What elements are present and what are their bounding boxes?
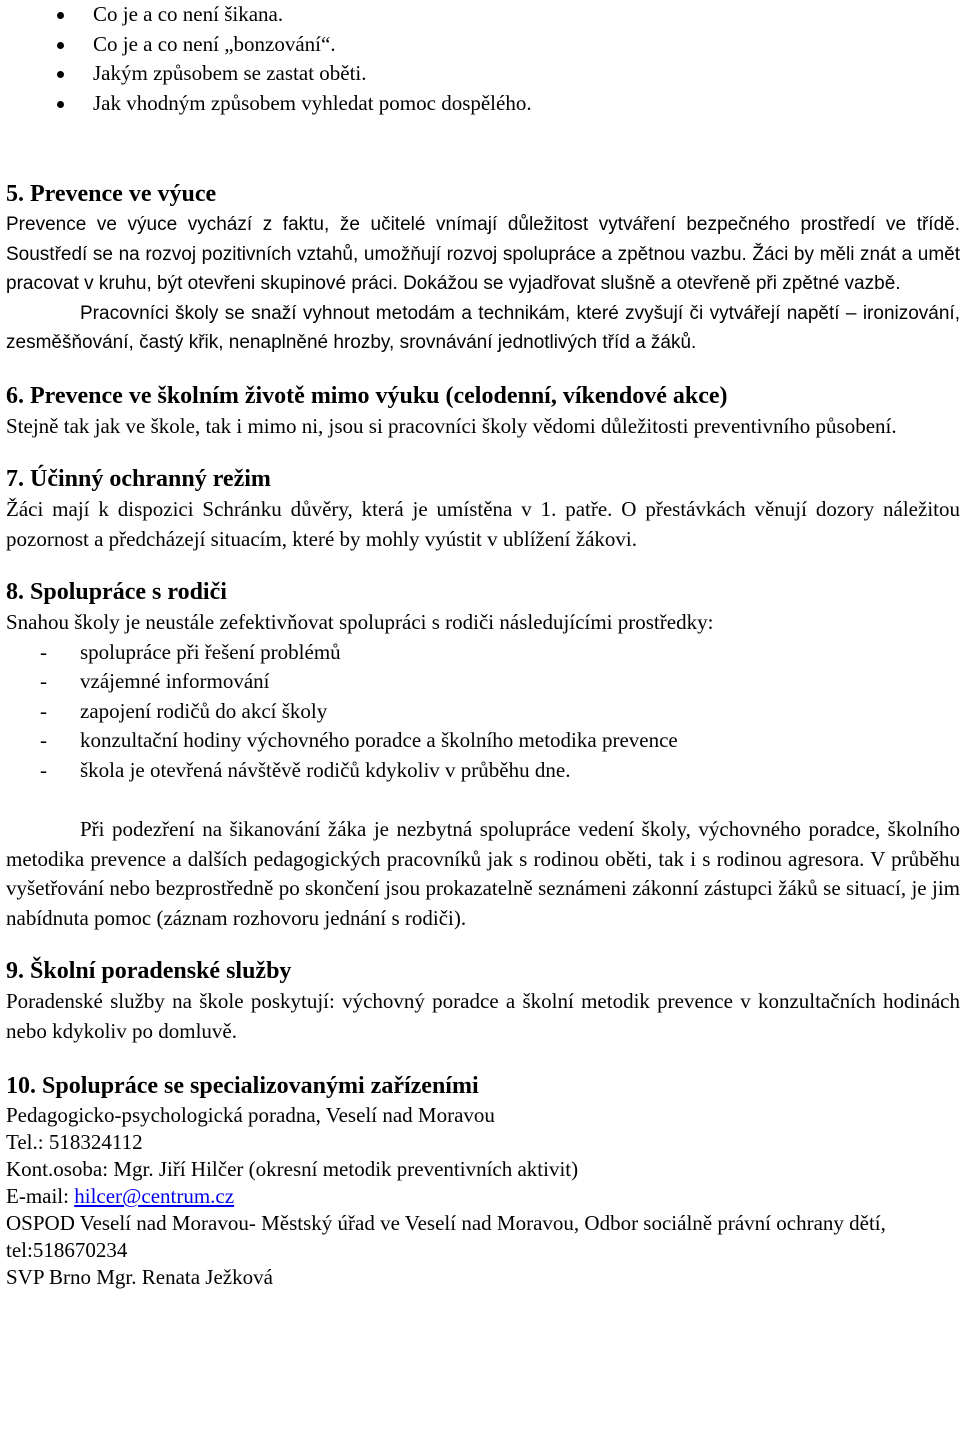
email-link[interactable]: hilcer@centrum.cz [74,1184,235,1208]
list-item: - zapojení rodičů do akcí školy [6,697,960,727]
list-item: Co je a co není „bonzování“. [6,30,960,60]
list-item: Co je a co není šikana. [6,0,960,30]
list-item: Jak vhodným způsobem vyhledat pomoc dospělého. [6,89,960,119]
contact-line-email [6,1183,960,1210]
list-item: Jakým způsobem se zastat oběti. [6,59,960,89]
section-5-heading: 5. Prevence ve výuce [6,181,217,207]
contact-line-pedagogical-center: Pedagogicko-psychologická poradna, Veselí nad Moravou [6,1103,495,1127]
section-6-paragraph: Stejně tak jak ve škole, tak i mimo ni, jsou si pracovníci školy vědomi důležitosti preventivního působení. [6,413,897,438]
email-label: E-mail: [6,1184,75,1208]
list-item: - konzultační hodiny výchovného poradce a školního metodika prevence [6,726,960,756]
contact-line-person: Kont.osoba: Mgr. Jiří Hilčer (okresní metodik preventivních aktivit) [6,1157,579,1181]
section-7-heading: 7. Účinný ochranný režim [6,466,271,492]
section-9-heading: 9. Školní poradenské služby [6,958,292,984]
list-item: - vzájemné informování [6,667,960,697]
section-5-paragraph-2: Pracovníci školy se snaží vyhnout metodám a technikám, které zvyšují či vytvářejí napětí – ironizování, zesměšňování, častý křik, nenaplněné hrozby, srovnávání jednotlivých tříd a žáků. [6,302,960,353]
section-7-paragraph: Žáci mají k dispozici Schránku důvěry, která je umístěna v 1. patře. O přestávkách věnují dozory náležitou pozornost a předcházejí situacím, které by mohly vyústit v ublížení žákovi. [6,497,960,551]
section-9-paragraph: Poradenské služby na škole poskytují: výchovný poradce a školní metodik prevence v konzultačních hodinách nebo kdykoliv po domluvě. [6,989,960,1043]
list-item: - spolupráce při řešení problémů [6,638,960,668]
contact-line-ospod: OSPOD Veselí nad Moravou- Městský úřad ve Veselí nad Moravou, Odbor sociálně právní ochrany dětí, tel:518670234 [6,1211,886,1262]
section-8-heading: 8. Spolupráce s rodiči [6,579,227,605]
section-10-heading: 10. Spolupráce se specializovanými zařízeními [6,1073,479,1099]
section-5-paragraph-1: Prevence ve výuce vychází z faktu, že učitelé vnímají důležitost vytváření bezpečného prostředí ve třídě. Soustředí se na rozvoj pozitivních vztahů, umožňují rozvoj spolupráce a zpětnou vazbu. Žáci by měli znát a umět pracovat v kruhu, být otevřeni skupinové práci. Dokážou se vyjadřovat slušně a otevřeně při zpětné vazbě. [6,214,960,294]
section-8-intro: Snahou školy je neustále zefektivňovat spolupráci s rodiči následujícími prostředky: [6,610,714,634]
contact-line-svp: SVP Brno Mgr. Renata Ježková [6,1265,273,1289]
cooperation-list [6,638,960,786]
list-item: - škola je otevřená návštěvě rodičů kdykoliv v průběhu dne. [6,756,960,786]
contact-line-phone: Tel.: 518324112 [6,1130,143,1154]
section-8-paragraph-2: Při podezření na šikanování žáka je nezbytná spolupráce vedení školy, výchovného poradce, školního metodika prevence a dalších pedagogických pracovníků jak s rodinou oběti, tak i s rodinou agresora. V průběhu vyšetřování nebo bezprostředně po skončení jsou prokazatelně seznámeni zákonní zástupci žáků se situací, je jim nabídnuta pomoc (záznam rozhovoru jednání s rodiči). [6,817,960,930]
topic-bullet-list [6,0,960,118]
document-page [6,0,960,1291]
section-6-heading: 6. Prevence ve školním životě mimo výuku (celodenní, víkendové akce) [6,382,728,409]
